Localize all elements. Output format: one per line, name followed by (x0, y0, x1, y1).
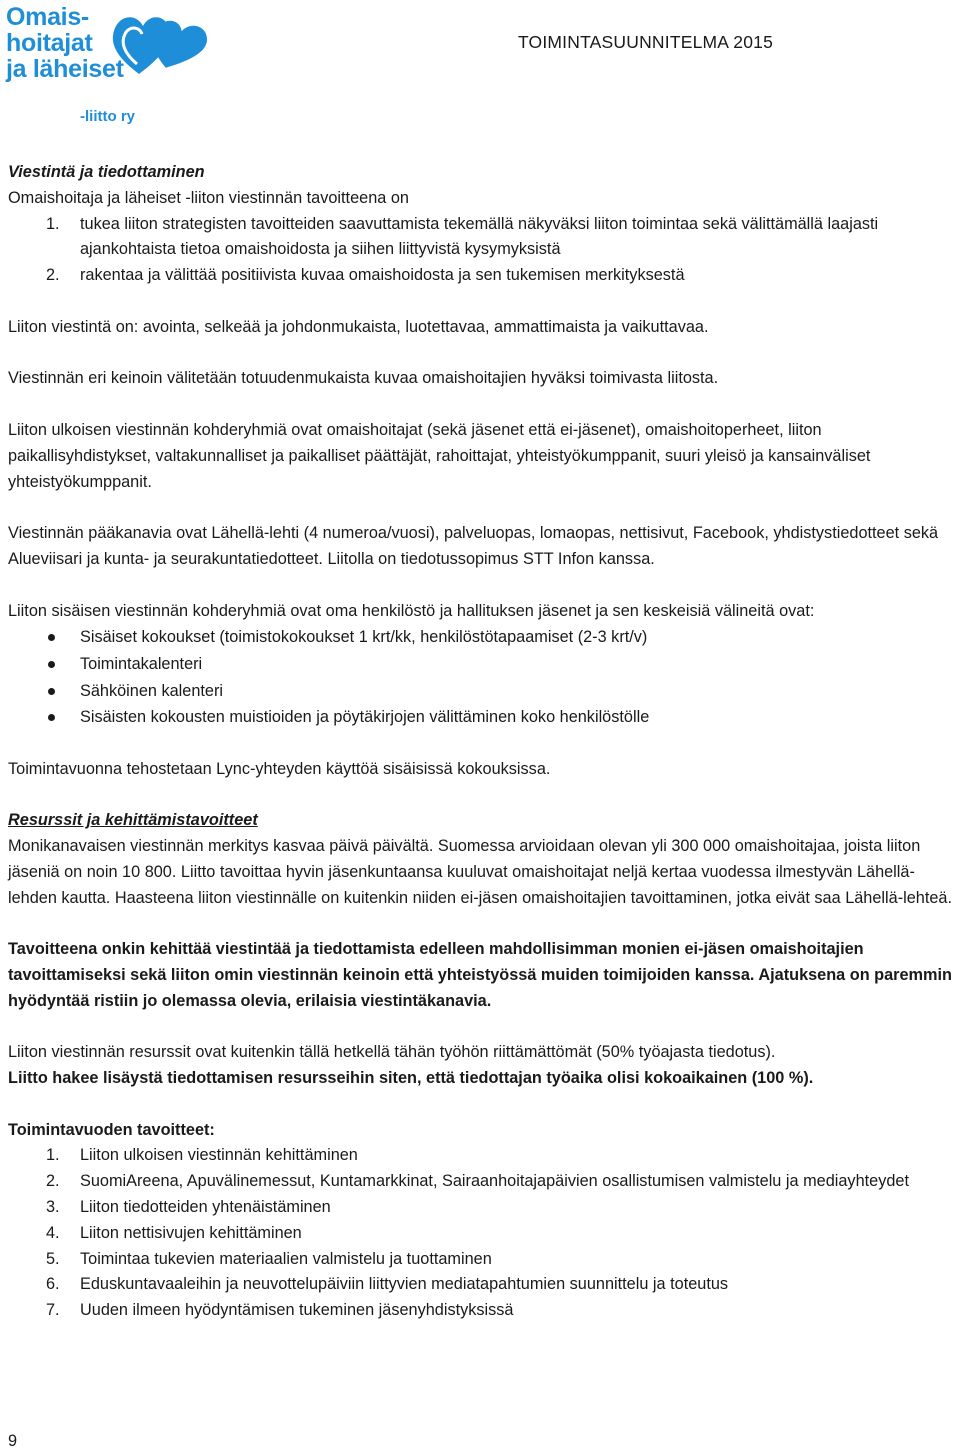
logo-line-3: ja läheiset (6, 55, 124, 83)
paragraph-resources: Liiton viestinnän resurssit ovat kuitenkin tällä hetkellä tähän työhön riittämättömät (50% työajasta tiedotus). (8, 1043, 776, 1062)
list-text: Liiton tiedotteiden yhtenäistäminen (80, 1198, 331, 1217)
list-text: Toimintaa tukevien materiaalien valmistelu ja tuottaminen (80, 1249, 492, 1268)
paragraph-internal: Liiton sisäisen viestinnän kohderyhmiä ovat oma henkilöstö ja hallituksen jäsenet ja sen keskeisiä välineitä ovat: (8, 601, 815, 620)
paragraph-resources-request: Liitto hakee lisäystä tiedottamisen resursseihin siten, että tiedottajan työaika olisi kokoaikainen (100 %). (8, 1069, 814, 1088)
logo-line-1: Omais- (6, 3, 89, 31)
list-text: rakentaa ja välittää positiivista kuvaa omaishoidosta ja sen tukemisen merkityksestä (80, 266, 685, 285)
page-number: 9 (8, 1432, 18, 1450)
logo-line-2: hoitajat (6, 29, 93, 57)
list-item (8, 212, 958, 264)
paragraph-external: Liiton ulkoisen viestinnän kohderyhmiä ovat omaishoitajat (sekä jäsenet että ei-jäsenet), omaishoitoperheet, liiton paikallisyhdistykset, valtakunnalliset ja paikalliset päättäjät, rahoittajat, yhteistyökumppanit, suuri yleisö ja kansainväliset yhteistyökumppanit. (8, 420, 871, 491)
list-text: Sisäiset kokoukset (toimistokokoukset 1 krt/kk, henkilöstötapaamiset (2-3 krt/v) (80, 628, 648, 647)
list-text: Uuden ilmeen hyödyntämisen tukeminen jäsenyhdistyksissä (80, 1301, 514, 1320)
intro-paragraph: Omaishoitaja ja läheiset -liiton viestinnän tavoitteena on (8, 188, 409, 207)
list-text: tukea liiton strategisten tavoitteiden saavuttamista tekemällä näkyväksi liiton toimintaa sekä välittämällä laajasti ajankohtaista tietoa omaishoidosta ja siihen liittyvistä kysymyksistä (80, 214, 879, 259)
list-item (8, 1247, 958, 1273)
logo-wordmark (6, 4, 124, 82)
list-number: 4. (46, 1223, 60, 1242)
document-title: TOIMINTASUUNNITELMA 2015 (517, 32, 773, 52)
communication-goals-list (8, 212, 958, 289)
list-number: 1. (46, 1146, 60, 1165)
list-number: 1. (46, 214, 60, 233)
list-number: 5. (46, 1249, 60, 1268)
list-item (8, 651, 958, 678)
logo-subtitle: -liitto ry (80, 108, 135, 125)
list-item (8, 1169, 958, 1195)
list-number: 2. (46, 1172, 60, 1191)
list-item (8, 1272, 958, 1298)
paragraph-style: Liiton viestintä on: avointa, selkeää ja johdonmukaista, luotettavaa, ammattimaista ja vaikuttavaa. (8, 317, 709, 336)
organization-logo (6, 4, 211, 128)
paragraph-goal: Tavoitteena onkin kehittää viestintää ja tiedottamista edelleen mahdollisimman monien ei-jäsen omaishoitajien tavoittamiseksi sekä liiton omin viestinnän keinoin että yhteistyössä muiden toimijoiden kanssa. Ajatuksena on paremmin hyödyntää ristiin jo olemassa olevia, erilaisia viestintäkanavia. (8, 940, 952, 1010)
list-number: 6. (46, 1275, 60, 1294)
list-item (8, 678, 958, 705)
list-number: 3. (46, 1198, 60, 1217)
list-text: Sisäisten kokousten muistioiden ja pöytäkirjojen välittäminen koko henkilöstölle (80, 708, 650, 727)
list-text: SuomiAreena, Apuvälinemessut, Kuntamarkkinat, Sairaanhoitajapäivien osallistumisen valmistelu ja mediayhteydet (80, 1172, 909, 1191)
list-item (8, 1195, 958, 1221)
bullet-icon (48, 688, 55, 695)
section-title: Viestintä ja tiedottaminen (8, 163, 205, 181)
bullet-icon (48, 714, 55, 721)
list-text: Eduskuntavaaleihin ja neuvottelupäiviin liittyvien mediatapahtumien suunnittelu ja toteutus (80, 1275, 729, 1294)
list-item (8, 263, 958, 289)
list-text: Liiton ulkoisen viestinnän kehittäminen (80, 1146, 358, 1165)
internal-tools-list (8, 624, 958, 730)
paragraph-growth: Monikanavaisen viestinnän merkitys kasvaa päivä päivältä. Suomessa arvioidaan olevan yli 300 000 omaishoitajaa, joista liiton jäseniä on noin 10 800. Liitto tavoittaa hyvin jäsenkuntaansa kuuluvat omaishoitajat neljä kertaa vuodessa ilmestyvän Lähellä-lehden kautta. Haasteena liiton viestinnälle on kuitenkin niiden ei-jäsen omaishoitajien tavoittaminen, jotka eivät saa Lähellä-lehteä. (8, 836, 953, 907)
list-item (8, 1221, 958, 1247)
bullet-icon (48, 661, 55, 668)
list-item (8, 1143, 958, 1169)
hearts-icon (109, 4, 213, 78)
paragraph-channels: Viestinnän pääkanavia ovat Lähellä-lehti (4 numeroa/vuosi), palveluopas, lomaopas, nettisivut, Facebook, yhdistystiedotteet sekä Alueviisari ja kunta- ja seurakuntatiedotteet. Liitolla on tiedotussopimus STT Infon kanssa. (8, 524, 939, 568)
list-number: 2. (46, 266, 60, 285)
paragraph-lync: Toimintavuonna tehostetaan Lync-yhteyden käyttöä sisäisissä kokouksissa. (8, 759, 551, 778)
list-text: Liiton nettisivujen kehittäminen (80, 1223, 302, 1242)
list-item (8, 704, 958, 731)
list-item (8, 624, 958, 651)
list-item (8, 1298, 958, 1324)
list-text: Toimintakalenteri (80, 654, 203, 673)
paragraph-means: Viestinnän eri keinoin välitetään totuudenmukaista kuvaa omaishoitajien hyväksi toimivasta liitosta. (8, 369, 719, 388)
list-number: 7. (46, 1301, 60, 1320)
bullet-icon (48, 634, 55, 641)
document-body (8, 160, 958, 1324)
goals-heading: Toimintavuoden tavoitteet: (8, 1120, 215, 1139)
section-title: Resurssit ja kehittämistavoitteet (8, 811, 258, 830)
yearly-goals-list (8, 1143, 958, 1324)
list-text: Sähköinen kalenteri (80, 681, 224, 700)
